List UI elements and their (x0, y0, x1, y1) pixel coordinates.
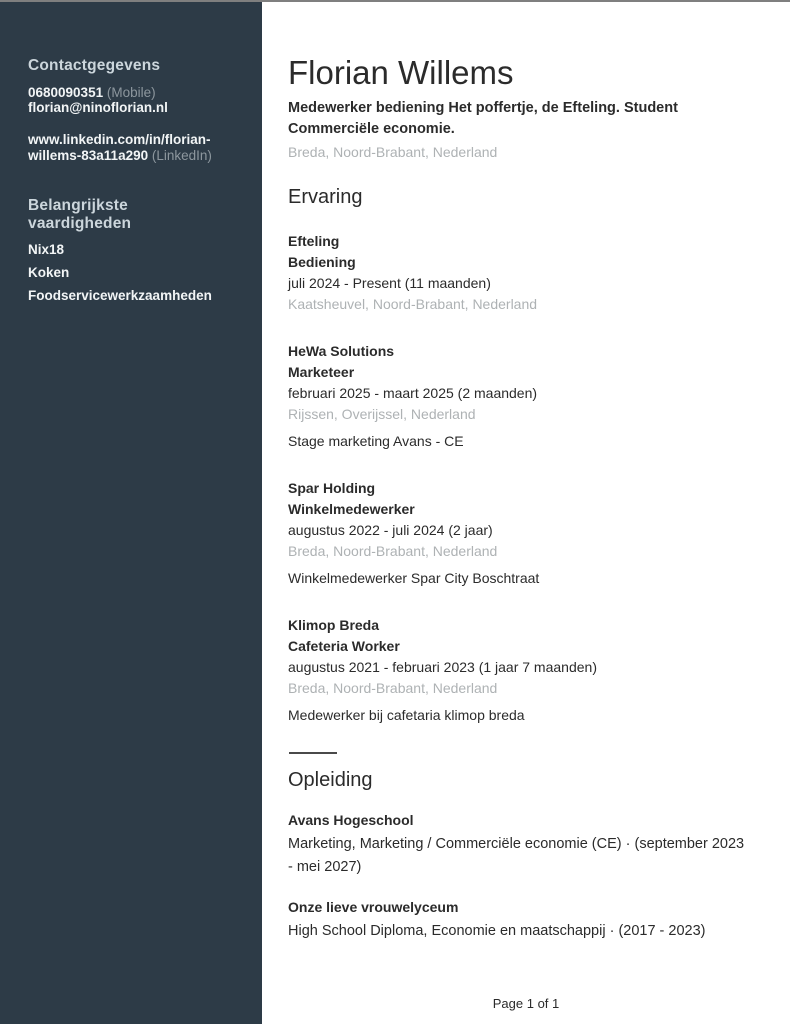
job-dates: augustus 2022 - juli 2024 (2 jaar) (288, 522, 493, 538)
linkedin-type-label: (LinkedIn) (151, 148, 212, 163)
headline: Medewerker bediening Het poffertje, de Efteling. Student Commerciële economie. (288, 100, 678, 137)
job-description: Stage marketing Avans - CE (288, 433, 464, 449)
resume-body (262, 2, 790, 1024)
company-name: Efteling (288, 233, 340, 249)
company-name: Klimop Breda (288, 617, 380, 633)
job-title: Cafeteria Worker (288, 638, 400, 654)
education-entry (288, 810, 748, 879)
email-line (28, 100, 234, 115)
company-name: Spar Holding (288, 480, 376, 496)
education-list (288, 810, 748, 943)
phone-line (28, 85, 234, 100)
person-location: Breda, Noord-Brabant, Nederland (288, 144, 498, 160)
degree-info: High School Diploma, Economie en maatschappij · (2017 - 2023) (288, 923, 706, 939)
linkedin-line (28, 132, 234, 164)
job-dates: februari 2025 - maart 2025 (2 maanden) (288, 385, 538, 401)
page-number: Page 1 of 1 (492, 996, 560, 1011)
skill-item: Nix18 (28, 242, 65, 257)
skills-heading: Belangrijkste vaardigheden (28, 197, 132, 232)
job-title: Bediening (288, 254, 356, 270)
school-name: Onze lieve vrouwelyceum (288, 899, 459, 915)
experience-entry (288, 615, 748, 726)
job-description: Medewerker bij cafetaria klimop breda (288, 707, 525, 723)
linkedin-url[interactable]: www.linkedin.com/in/florian-willems-83a11a290 (28, 132, 211, 163)
job-dates: juli 2024 - Present (11 maanden) (288, 275, 491, 291)
skill-item: Foodservicewerkzaamheden (28, 288, 212, 303)
experience-list (288, 231, 748, 726)
degree-info: Marketing, Marketing / Commerciële economie (CE) · (september 2023 - mei 2027) (288, 836, 745, 875)
page-top-border (0, 0, 790, 2)
email-address[interactable]: florian@ninoflorian.nl (28, 100, 168, 115)
experience-entry (288, 478, 748, 589)
company-name: HeWa Solutions (288, 343, 395, 359)
phone-number: 0680090351 (28, 85, 104, 100)
experience-heading: Ervaring (288, 186, 363, 208)
education-entry (288, 897, 748, 943)
experience-entry (288, 341, 748, 452)
job-description: Winkelmedewerker Spar City Boschtraat (288, 570, 540, 586)
contact-heading: Contactgegevens (28, 57, 161, 74)
job-dates: augustus 2021 - februari 2023 (1 jaar 7 maanden) (288, 659, 597, 675)
experience-entry (288, 231, 748, 315)
education-heading: Opleiding (288, 769, 373, 791)
job-title: Winkelmedewerker (288, 501, 415, 517)
job-title: Marketeer (288, 364, 355, 380)
phone-type-label: (Mobile) (106, 85, 156, 100)
job-location: Kaatsheuvel, Noord-Brabant, Nederland (288, 296, 538, 312)
person-name: Florian Willems (288, 54, 514, 91)
section-divider (289, 752, 337, 754)
skill-item: Koken (28, 265, 70, 280)
job-location: Breda, Noord-Brabant, Nederland (288, 680, 498, 696)
school-name: Avans Hogeschool (288, 812, 414, 828)
sidebar (0, 2, 262, 1024)
job-location: Breda, Noord-Brabant, Nederland (288, 543, 498, 559)
job-location: Rijssen, Overijssel, Nederland (288, 406, 476, 422)
